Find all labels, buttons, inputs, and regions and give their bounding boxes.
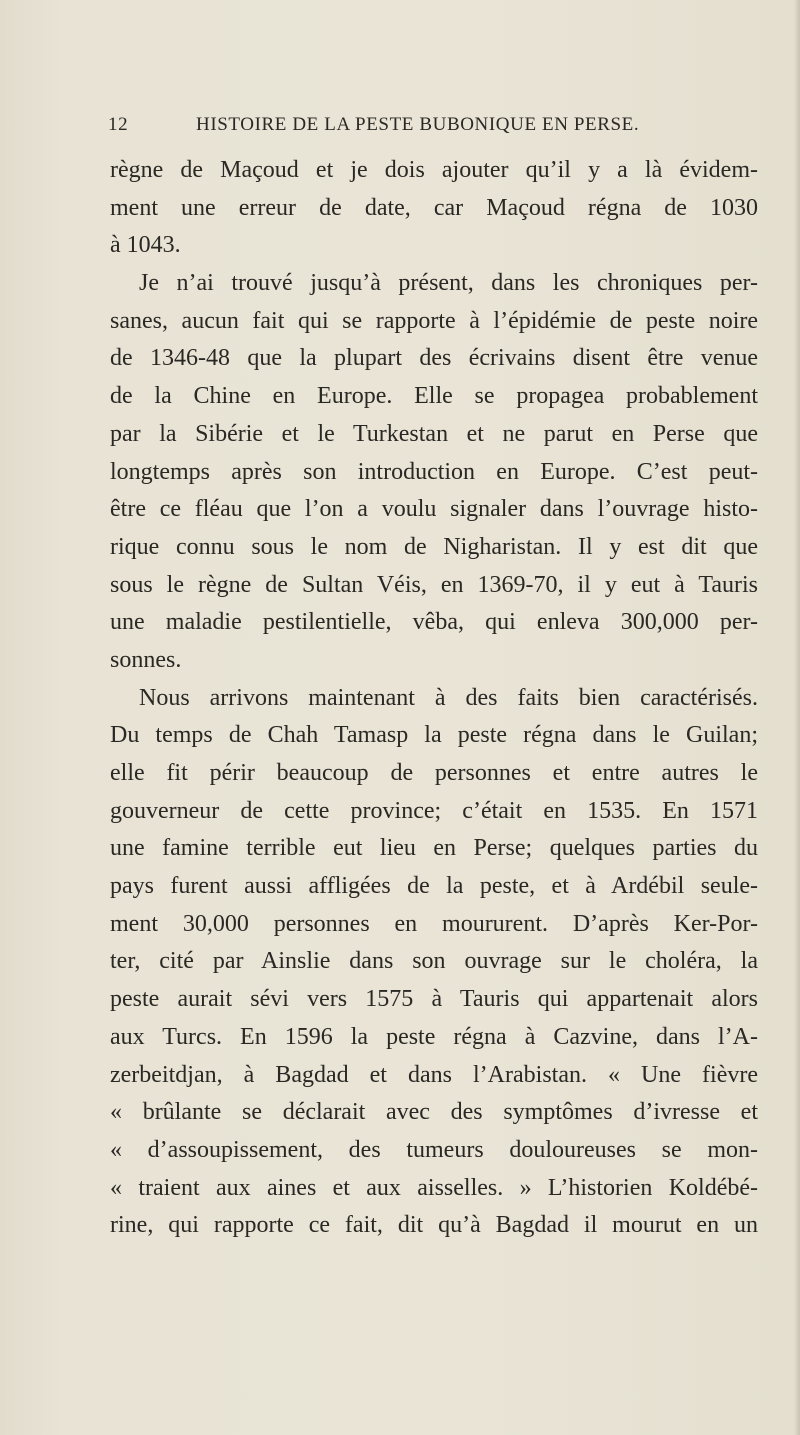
- running-title: HISTOIRE DE LA PESTE BUBONIQUE EN PERSE.: [196, 114, 640, 135]
- text-line: « traient aux aines et aux aisselles. » L’historien Koldébé-: [110, 1174, 758, 1201]
- text-line: de la Chine en Europe. Elle se propagea probablement: [110, 383, 758, 410]
- body-text: [110, 152, 758, 1245]
- text-line: aux Turcs. En 1596 la peste régna à Cazvine, dans l’A-: [110, 1023, 758, 1050]
- text-line: rique connu sous le nom de Nigharistan. Il y est dit que: [110, 533, 758, 560]
- text-line: ment une erreur de date, car Maçoud régna de 1030: [110, 194, 758, 221]
- text-line: Du temps de Chah Tamasp la peste régna dans le Guilan;: [110, 722, 758, 749]
- page-number: 12: [108, 114, 129, 135]
- text-line: sanes, aucun fait qui se rapporte à l’épidémie de peste noire: [110, 307, 758, 334]
- text-line: une maladie pestilentielle, vêba, qui enleva 300,000 per-: [110, 609, 758, 636]
- text-line: pays furent aussi affligées de la peste, et à Ardébil seule-: [110, 873, 758, 900]
- text-line: ter, cité par Ainslie dans son ouvrage sur le choléra, la: [110, 948, 758, 975]
- text-line: longtemps après son introduction en Europe. C’est peut-: [110, 458, 758, 485]
- text-line: par la Sibérie et le Turkestan et ne parut en Perse que: [110, 420, 758, 447]
- text-line: gouverneur de cette province; c’était en 1535. En 1571: [110, 797, 758, 824]
- text-line: à 1043.: [110, 232, 181, 259]
- text-line: Je n’ai trouvé jusqu’à présent, dans les chroniques per-: [139, 270, 758, 297]
- text-line: règne de Maçoud et je dois ajouter qu’il y a là évidem-: [110, 157, 758, 183]
- text-line: « d’assoupissement, des tumeurs douloureuses se mon-: [110, 1136, 758, 1163]
- page-edge-shadow: [794, 0, 800, 1435]
- text-line: sonnes.: [110, 646, 182, 673]
- text-line: une famine terrible eut lieu en Perse; quelques parties du: [110, 835, 758, 862]
- text-line: Nous arrivons maintenant à des faits bien caractérisés.: [139, 684, 758, 711]
- text-line: zerbeitdjan, à Bagdad et dans l’Arabistan. « Une fièvre: [110, 1061, 758, 1088]
- text-line: de 1346-48 que la plupart des écrivains disent être venue: [110, 345, 758, 372]
- text-line: rine, qui rapporte ce fait, dit qu’à Bagdad il mourut en un: [110, 1212, 758, 1239]
- text-line: sous le règne de Sultan Véis, en 1369-70, il y eut à Tauris: [110, 571, 758, 598]
- page-header: [108, 114, 670, 142]
- text-line: peste aurait sévi vers 1575 à Tauris qui appartenait alors: [110, 986, 758, 1013]
- text-line: « brûlante se déclarait avec des symptômes d’ivresse et: [110, 1099, 758, 1126]
- text-line: ment 30,000 personnes en moururent. D’après Ker-Por-: [110, 910, 758, 937]
- text-line: être ce fléau que l’on a voulu signaler dans l’ouvrage histo-: [110, 496, 758, 523]
- text-line: elle fit périr beaucoup de personnes et entre autres le: [110, 760, 758, 786]
